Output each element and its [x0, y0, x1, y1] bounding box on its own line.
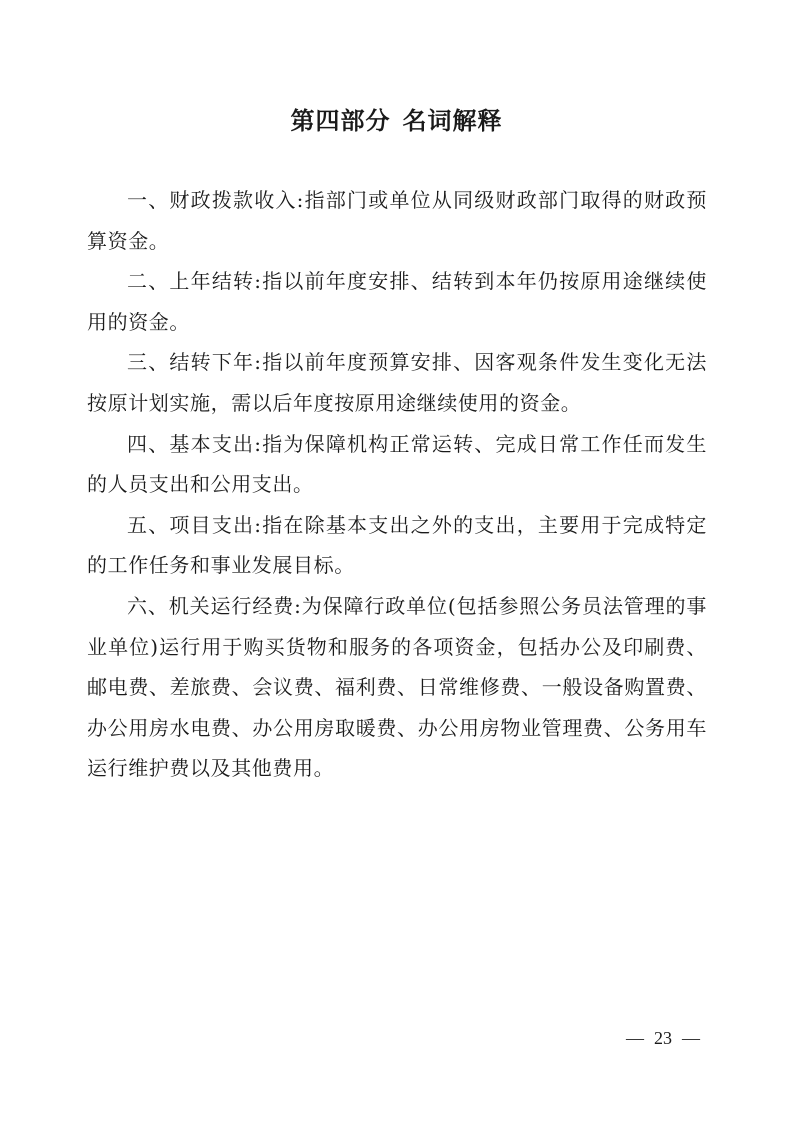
paragraph-3: 三、结转下年:指以前年度预算安排、因客观条件发生变化无法按原计划实施，需以后年度按原用途继续使用的资金。	[87, 350, 707, 415]
paragraph-5: 五、项目支出:指在除基本支出之外的支出，主要用于完成特定的工作任务和事业发展目标。	[87, 512, 707, 578]
page-number-dash-left: —	[626, 1028, 644, 1048]
paragraph-6: 六、机关运行经费:为保障行政单位(包括参照公务员法管理的事业单位)运行用于购买货物和服务的各项资金，包括办公及印刷费、邮电费、差旅费、会议费、福利费、日常维修费、一般设备购置费、办公用房水电费、办公用房取暖费、办公用房物业管理费、公务用车运行维护费以及其他费用。	[87, 593, 707, 781]
title-name: 名词解释	[402, 106, 503, 135]
paragraph-2: 二、上年结转:指以前年度安排、结转到本年仍按原用途继续使用的资金。	[87, 269, 707, 334]
title-part: 第四部分	[290, 106, 391, 135]
paragraph-1: 一、财政拨款收入:指部门或单位从同级财政部门取得的财政预算资金。	[87, 188, 707, 253]
page-number-dash-right: —	[682, 1028, 700, 1048]
page-number-value: 23	[654, 1028, 672, 1048]
body-text	[87, 180, 707, 789]
page-number	[618, 1024, 708, 1052]
page-title	[0, 104, 793, 138]
paragraph-4: 四、基本支出:指为保障机构正常运转、完成日常工作任而发生的人员支出和公用支出。	[87, 431, 707, 497]
